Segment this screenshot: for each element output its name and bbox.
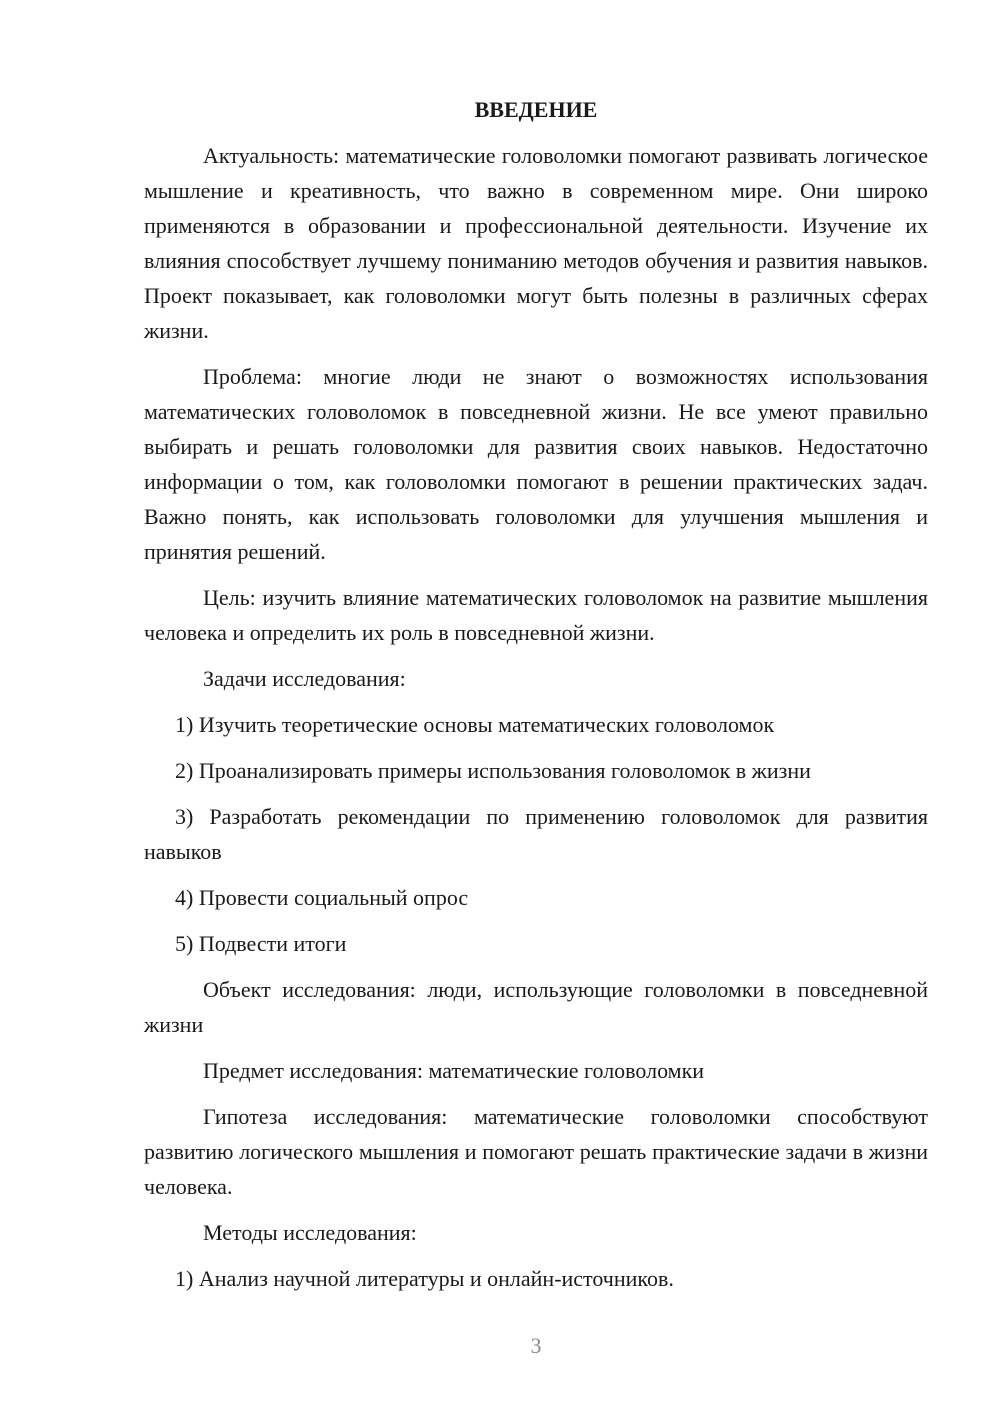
hypothesis-paragraph: Гипотеза исследования: математические головоломки способствуют развитию логического мышления и помогают решать практические задачи в жизни человека. [144,1104,928,1199]
relevance-paragraph: Актуальность: математические головоломки помогают развивать логическое мышление и креативность, что важно в современном мире. Они широко применяются в образовании и профессиональной деятельности. Изучение их влияния способствует лучшему пониманию методов обучения и развития навыков. Проект показывает, как головоломки могут быть полезны в различных сферах жизни. [144,143,928,343]
method-item: 1) Анализ научной литературы и онлайн-источников. [175,1266,674,1291]
subject-paragraph: Предмет исследования: математические головоломки [203,1058,705,1083]
task-item: 1) Изучить теоретические основы математических головоломок [175,712,775,737]
task-item: 2) Проанализировать примеры использования головоломок в жизни [175,758,811,783]
problem-paragraph: Проблема: многие люди не знают о возможностях использования математических головоломок в повседневной жизни. Не все умеют правильно выбирать и решать головоломки для развития своих навыков. Недостаточно информации о том, как головоломки помогают в решении практических задач. Важно понять, как использовать головоломки для улучшения мышления и принятия решений. [144,364,928,564]
page-number: 3 [530,1333,542,1358]
task-item: 5) Подвести итоги [175,931,347,956]
task-item: 3) Разработать рекомендации по применению головоломок для развития навыков [144,804,928,864]
tasks-heading: Задачи исследования: [203,666,406,691]
page-title: ВВЕДЕНИЕ [474,97,598,122]
methods-heading: Методы исследования: [203,1220,417,1245]
goal-paragraph: Цель: изучить влияние математических головоломок на развитие мышления человека и определить их роль в повседневной жизни. [144,585,928,645]
document-body [144,92,928,1307]
task-item: 4) Провести социальный опрос [175,885,469,910]
object-paragraph: Объект исследования: люди, использующие головоломки в повседневной жизни [144,977,928,1037]
